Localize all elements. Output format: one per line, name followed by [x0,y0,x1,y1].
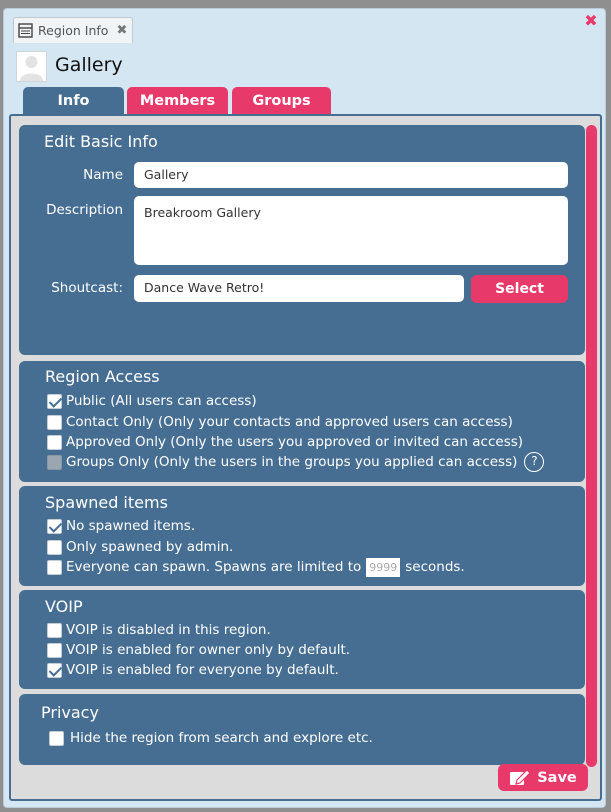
access-contact-label: Contact Only (Only your contacts and approved users can access) [66,414,513,430]
help-icon[interactable]: ? [524,452,544,472]
access-approved-label: Approved Only (Only the users you approved or invited can access) [66,434,524,450]
access-groups-label: Groups Only (Only the users in the groups you applied can access) [66,454,518,470]
voip-option-disabled [47,620,271,640]
edit-icon [509,769,531,787]
voip-disabled-label: VOIP is disabled in this region. [66,622,271,638]
region-info-window [3,8,606,808]
spawn-everyone-suffix: seconds. [405,559,465,575]
access-contact-checkbox[interactable] [47,415,62,430]
name-label: Name [83,167,123,183]
access-option-approved [47,432,523,452]
access-approved-checkbox[interactable] [47,435,62,450]
spawn-option-none [47,516,195,536]
spawned-items-panel [19,486,585,586]
shoutcast-field[interactable]: Dance Wave Retro! [134,275,464,302]
access-public-checkbox[interactable] [47,394,62,409]
spawn-none-checkbox[interactable] [47,519,62,534]
name-field[interactable]: Gallery [134,162,568,188]
spawn-option-admin [47,537,233,557]
basic-info-panel [19,125,585,355]
privacy-panel [19,694,585,765]
voip-everyone-checkbox[interactable] [47,663,62,678]
voip-title: VOIP [45,597,83,616]
region-access-title: Region Access [45,367,160,386]
privacy-hide-label: Hide the region from search and explore etc. [70,730,373,746]
access-groups-checkbox [47,455,62,470]
tab-info[interactable]: Info [23,87,124,115]
spawn-option-everyone [47,557,465,577]
person-icon [17,52,46,81]
region-window-icon [18,23,33,38]
access-option-public [47,391,257,411]
window-tab[interactable] [13,17,133,43]
privacy-hide-checkbox[interactable] [49,731,64,746]
window-close-icon[interactable]: ✖ [584,11,598,30]
access-public-label: Public (All users can access) [66,393,257,409]
save-label: Save [537,769,577,786]
voip-everyone-label: VOIP is enabled for everyone by default. [66,662,339,678]
spawn-everyone-checkbox[interactable] [47,560,62,575]
window-tab-title: Region Info [38,23,109,38]
shoutcast-select-button[interactable]: Select [471,275,568,303]
basic-info-title: Edit Basic Info [44,132,158,151]
avatar [16,51,47,82]
access-option-contact [47,412,513,432]
shoutcast-label: Shoutcast: [51,280,123,296]
voip-option-everyone [47,660,339,680]
voip-panel [19,590,585,689]
privacy-title: Privacy [41,703,99,722]
description-label: Description [46,202,123,218]
access-option-groups [47,452,544,472]
voip-owner-label: VOIP is enabled for owner only by default. [66,642,351,658]
spawn-limit-input[interactable]: 9999 [366,558,400,577]
tab-members[interactable]: Members [127,87,228,115]
spawn-everyone-prefix: Everyone can spawn. Spawns are limited to [66,559,362,575]
privacy-option-hide [49,728,373,748]
spawn-none-label: No spawned items. [66,518,196,534]
spawn-admin-checkbox[interactable] [47,540,62,555]
voip-owner-checkbox[interactable] [47,643,62,658]
scrollbar[interactable] [586,125,597,767]
description-field[interactable]: Breakroom Gallery [134,196,568,265]
spawned-items-title: Spawned items [45,493,168,512]
region-name-heading: Gallery [55,54,123,76]
region-access-panel [19,361,585,482]
spawn-admin-label: Only spawned by admin. [66,539,234,555]
tab-close-icon[interactable]: ✖ [116,23,128,38]
voip-disabled-checkbox[interactable] [47,623,62,638]
voip-option-owner [47,640,350,660]
tab-groups[interactable]: Groups [232,87,331,115]
save-button[interactable] [498,764,588,791]
info-content [9,114,602,801]
